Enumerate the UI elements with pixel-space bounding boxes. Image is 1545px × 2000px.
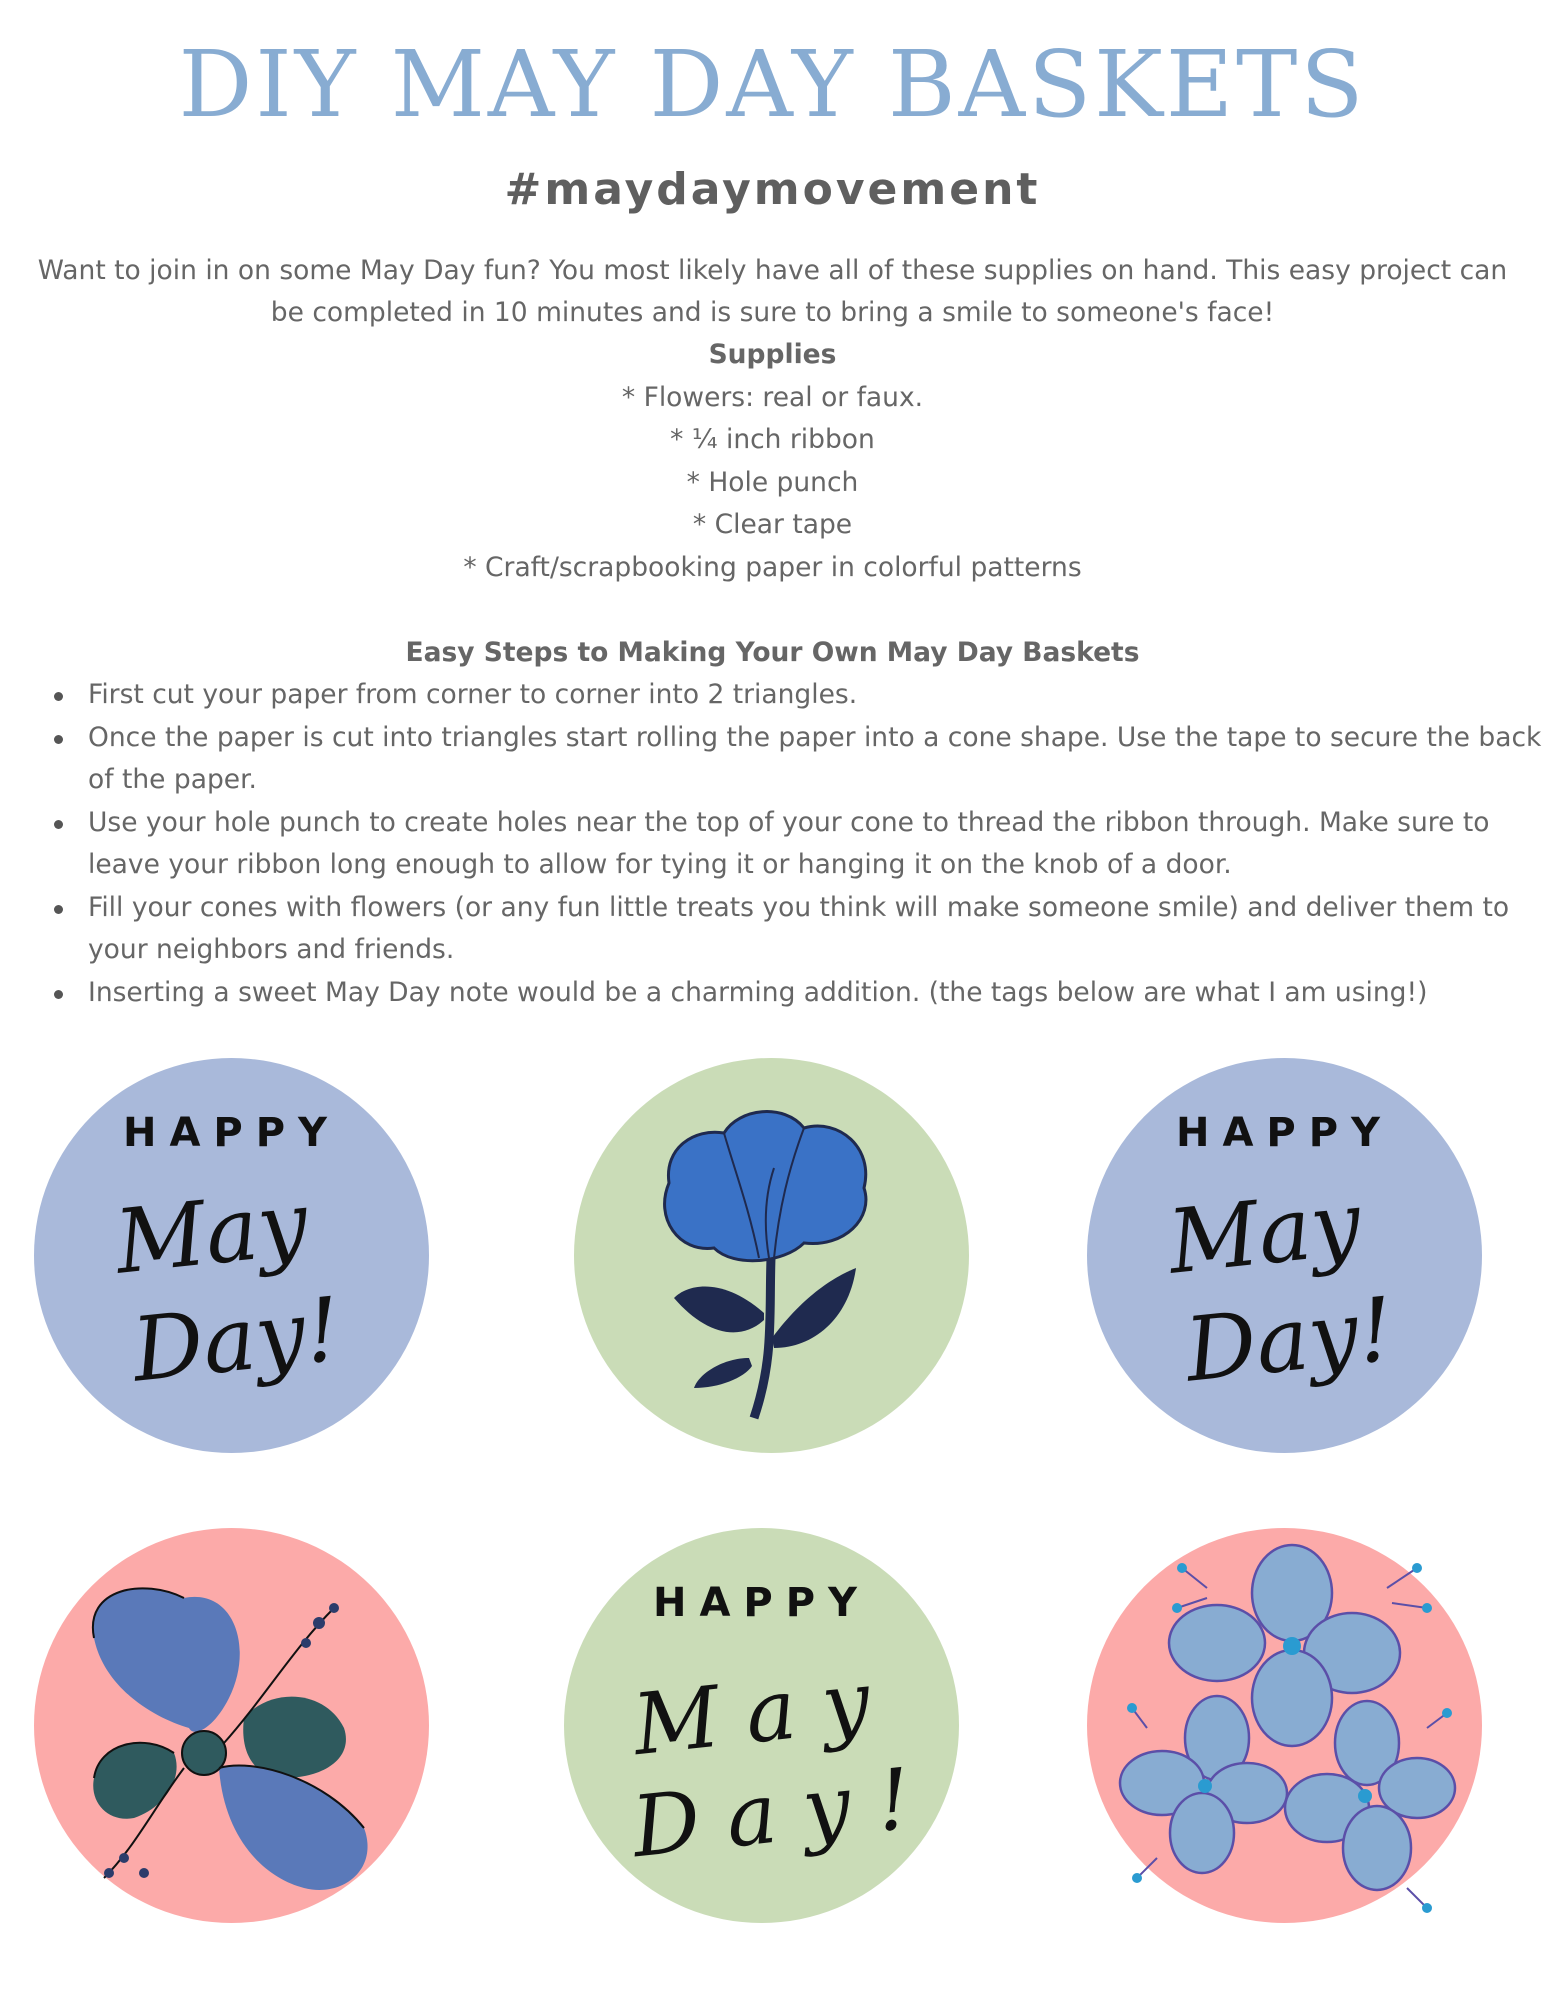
tag-happy-text: HAPPY <box>122 1110 341 1156</box>
intro-paragraph: Want to join in on some May Day fun? You most likely have all of these supplies on hand. This easy project can be completed in 10 minutes and is sure to bring a smile to someone's face! <box>37 255 1508 328</box>
tag-may-text: May <box>110 1171 313 1294</box>
supply-item: * Craft/scrapbooking paper in colorful patterns <box>463 551 1082 583</box>
step-item: First cut your paper from corner to corner into 2 triangles. <box>88 674 1545 717</box>
tag-happy-may-day-blue-1 <box>34 1058 429 1453</box>
tag-day-text: Day! <box>127 1277 346 1402</box>
supply-item: * ¼ inch ribbon <box>670 424 875 455</box>
tag-may-text: May <box>1163 1171 1366 1294</box>
steps-list <box>40 674 1545 1014</box>
tag-happy-text: HAPPY <box>652 1580 871 1626</box>
tag-may-text: M a y <box>628 1651 875 1775</box>
supply-item: * Flowers: real or faux. <box>621 381 924 413</box>
step-item: Use your hole punch to create holes near the top of your cone to thread the ribbon through. Make sure to leave your ribbon long enough to allow for tying it or hanging it on the knob of a door. <box>88 802 1545 887</box>
tag-blue-flower <box>574 1058 969 1453</box>
tag-happy-may-day-blue-2 <box>1087 1058 1482 1453</box>
page-title: DIY MAY DAY BASKETS <box>178 31 1367 138</box>
supplies-section <box>0 334 1545 589</box>
flower-icon <box>574 1058 969 1453</box>
blossom-icon <box>1087 1528 1482 1923</box>
step-item: Inserting a sweet May Day note would be a charming addition. (the tags below are what I am using!) <box>88 972 1545 1015</box>
tag-day-text: D a y ! <box>627 1749 916 1877</box>
supply-item: * Clear tape <box>692 509 853 540</box>
tag-pink-blossoms <box>1087 1528 1482 1923</box>
tag-happy-may-day-green <box>564 1528 959 1923</box>
supplies-heading: Supplies <box>708 339 837 370</box>
tag-day-text: Day! <box>1180 1277 1399 1402</box>
steps-heading: Easy Steps to Making Your Own May Day Baskets <box>405 637 1140 668</box>
step-item: Fill your cones with flowers (or any fun little treats you think will make someone smile) and deliver them to your neighbors and friends. <box>88 887 1545 972</box>
supply-item: * Hole punch <box>686 466 859 498</box>
step-item: Once the paper is cut into triangles start rolling the paper into a cone shape. Use the tape to secure the back of the paper. <box>88 717 1545 802</box>
tag-pink-orchid <box>34 1528 429 1923</box>
hashtag: #maydaymovement <box>504 164 1041 215</box>
orchid-icon <box>34 1528 429 1923</box>
tag-happy-text: HAPPY <box>1175 1110 1394 1156</box>
